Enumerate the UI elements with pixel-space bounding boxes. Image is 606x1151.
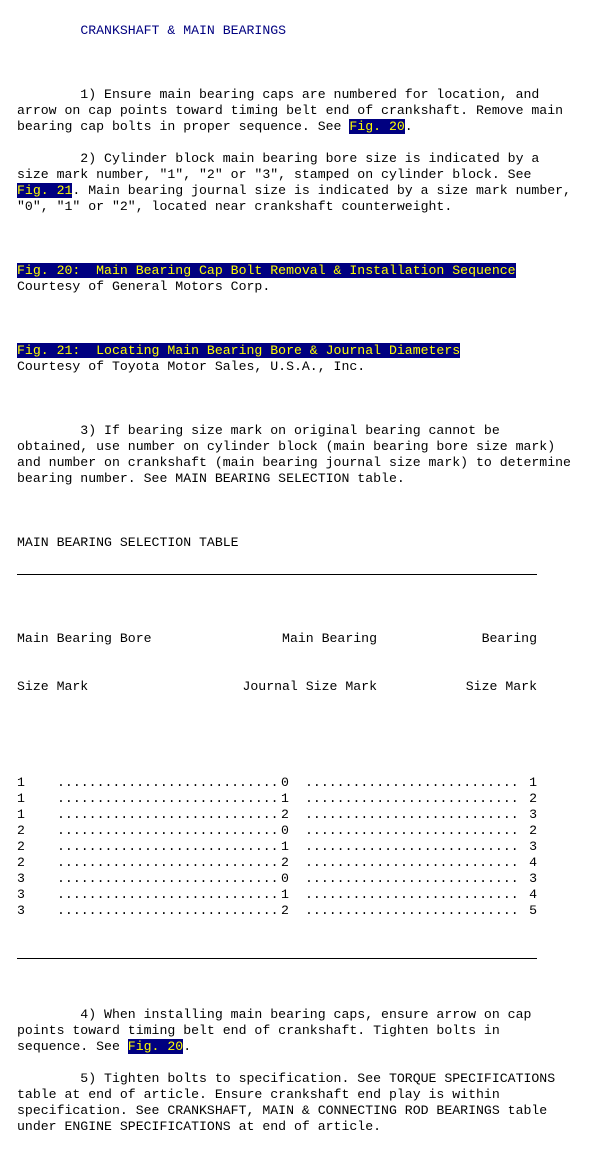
bearing-selection-table (17, 599, 537, 935)
fig-20-link[interactable]: Fig. 20 (349, 119, 405, 134)
journal-size-cell: 0 (281, 871, 289, 886)
table-body (17, 775, 537, 919)
p1-line-1: 1) Ensure main bearing caps are numbered for location, and (17, 87, 540, 102)
bore-size-cell: 1 (17, 807, 25, 822)
bearing-size-cell: 4 (529, 887, 537, 902)
bore-size-cell: 1 (17, 775, 25, 790)
p5-line-1: 5) Tighten bolts to specification. See TORQUE SPECIFICATIONS (17, 1071, 556, 1086)
journal-size-cell: 2 (281, 807, 289, 822)
p3-line-3: and number on crankshaft (main bearing journal size mark) to determine (17, 455, 571, 470)
journal-size-cell: 2 (281, 903, 289, 918)
bearing-size-cell: 3 (529, 871, 537, 886)
header-bearing: Bearing (481, 631, 537, 646)
figure-21 (17, 343, 571, 375)
paragraph-5 (17, 1071, 571, 1135)
paragraph-4 (17, 1007, 571, 1055)
bore-size-cell: 3 (17, 887, 25, 902)
leader-dots: ........................... (305, 791, 519, 806)
table-row (17, 855, 537, 871)
paragraph-2 (17, 151, 571, 215)
p5-line-4: under ENGINE SPECIFICATIONS at end of article. (17, 1119, 382, 1134)
p4-line-1: 4) When installing main bearing caps, ensure arrow on cap (17, 1007, 532, 1022)
p4-line-3-end: . (183, 1039, 192, 1054)
p1-line-3-end: . (404, 119, 413, 134)
p5-line-2: table at end of article. Ensure crankshaft end play is within (17, 1087, 500, 1102)
bearing-size-cell: 5 (529, 903, 537, 918)
bearing-size-cell: 4 (529, 855, 537, 870)
leader-dots: ............................ (57, 775, 279, 790)
leader-dots: ........................... (305, 887, 519, 902)
leader-dots: ........................... (305, 775, 519, 790)
page-title: CRANKSHAFT & MAIN BEARINGS (80, 23, 287, 38)
bearing-size-cell: 1 (529, 775, 537, 790)
p4-line-3: sequence. See (17, 1039, 128, 1054)
leader-dots: ............................ (57, 855, 279, 870)
table-row (17, 871, 537, 887)
leader-dots: ........................... (305, 855, 519, 870)
table-row (17, 775, 537, 791)
leader-dots: ............................ (57, 807, 279, 822)
journal-size-cell: 1 (281, 791, 289, 806)
p3-line-4: bearing number. See MAIN BEARING SELECTION table. (17, 471, 405, 486)
leader-dots: ............................ (57, 871, 279, 886)
paragraph-3 (17, 423, 571, 487)
p2-line-4: "0", "1" or "2", located near crankshaft counterweight. (17, 199, 453, 214)
p1-line-2: arrow on cap points toward timing belt end of crankshaft. Remove main (17, 103, 564, 118)
table-row (17, 823, 537, 839)
table-top-rule (17, 574, 537, 575)
table-row (17, 839, 537, 855)
p2-line-1: 2) Cylinder block main bearing bore size is indicated by a (17, 151, 540, 166)
bearing-size-cell: 3 (529, 807, 537, 822)
table-bottom-rule (17, 958, 537, 959)
journal-size-cell: 2 (281, 855, 289, 870)
table-row (17, 887, 537, 903)
journal-size-cell: 0 (281, 823, 289, 838)
table-title: MAIN BEARING SELECTION TABLE (17, 535, 239, 550)
p5-line-3: specification. See CRANKSHAFT, MAIN & CONNECTING ROD BEARINGS table (17, 1103, 548, 1118)
leader-dots: ........................... (305, 807, 519, 822)
journal-size-cell: 0 (281, 775, 289, 790)
leader-dots: ............................ (57, 903, 279, 918)
p2-line-3: . Main bearing journal size is indicated by a size mark number, (72, 183, 571, 198)
figure-20 (17, 263, 571, 295)
table-row (17, 791, 537, 807)
p2-line-2: size mark number, "1", "2" or "3", stamped on cylinder block. See (17, 167, 532, 182)
leader-dots: ........................... (305, 823, 519, 838)
bore-size-cell: 3 (17, 903, 25, 918)
p4-line-2: points toward timing belt end of crankshaft. Tighten bolts in (17, 1023, 500, 1038)
paragraph-1 (17, 87, 571, 135)
header-bore-sub: Size Mark (17, 679, 89, 694)
p3-line-1: 3) If bearing size mark on original bearing cannot be (17, 423, 500, 438)
fig-21-caption[interactable]: Fig. 21: Locating Main Bearing Bore & Journal Diameters (17, 343, 461, 358)
fig-20-caption[interactable]: Fig. 20: Main Bearing Cap Bolt Removal & Installation Sequence (17, 263, 516, 278)
bore-size-cell: 2 (17, 839, 25, 854)
bearing-size-cell: 2 (529, 791, 537, 806)
fig-20-link[interactable]: Fig. 20 (127, 1039, 184, 1054)
bearing-size-cell: 2 (529, 823, 537, 838)
fig-21-link[interactable]: Fig. 21 (17, 183, 73, 198)
fig-20-courtesy: Courtesy of General Motors Corp. (17, 279, 271, 294)
leader-dots: ........................... (305, 871, 519, 886)
header-journal: Main Bearing (282, 631, 377, 646)
bore-size-cell: 2 (17, 855, 25, 870)
header-bore: Main Bearing Bore (17, 631, 152, 646)
leader-dots: ........................... (305, 839, 519, 854)
bearing-size-cell: 3 (529, 839, 537, 854)
bore-size-cell: 2 (17, 823, 25, 838)
table-row (17, 903, 537, 919)
p1-line-3: bearing cap bolts in proper sequence. See (17, 119, 350, 134)
bore-size-cell: 3 (17, 871, 25, 886)
table-row (17, 807, 537, 823)
leader-dots: ............................ (57, 839, 279, 854)
document-body (17, 7, 571, 1151)
journal-size-cell: 1 (281, 839, 289, 854)
leader-dots: ............................ (57, 887, 279, 902)
bore-size-cell: 1 (17, 791, 25, 806)
table-header-row (17, 679, 537, 695)
fig-21-courtesy: Courtesy of Toyota Motor Sales, U.S.A., Inc. (17, 359, 366, 374)
section-title (17, 23, 571, 39)
p3-line-2: obtained, use number on cylinder block (main bearing bore size mark) (17, 439, 556, 454)
header-journal-sub: Journal Size Mark (242, 679, 377, 694)
leader-dots: ............................ (57, 823, 279, 838)
leader-dots: ........................... (305, 903, 519, 918)
header-bearing-sub: Size Mark (465, 679, 537, 694)
table-header-row (17, 631, 537, 647)
journal-size-cell: 1 (281, 887, 289, 902)
leader-dots: ............................ (57, 791, 279, 806)
